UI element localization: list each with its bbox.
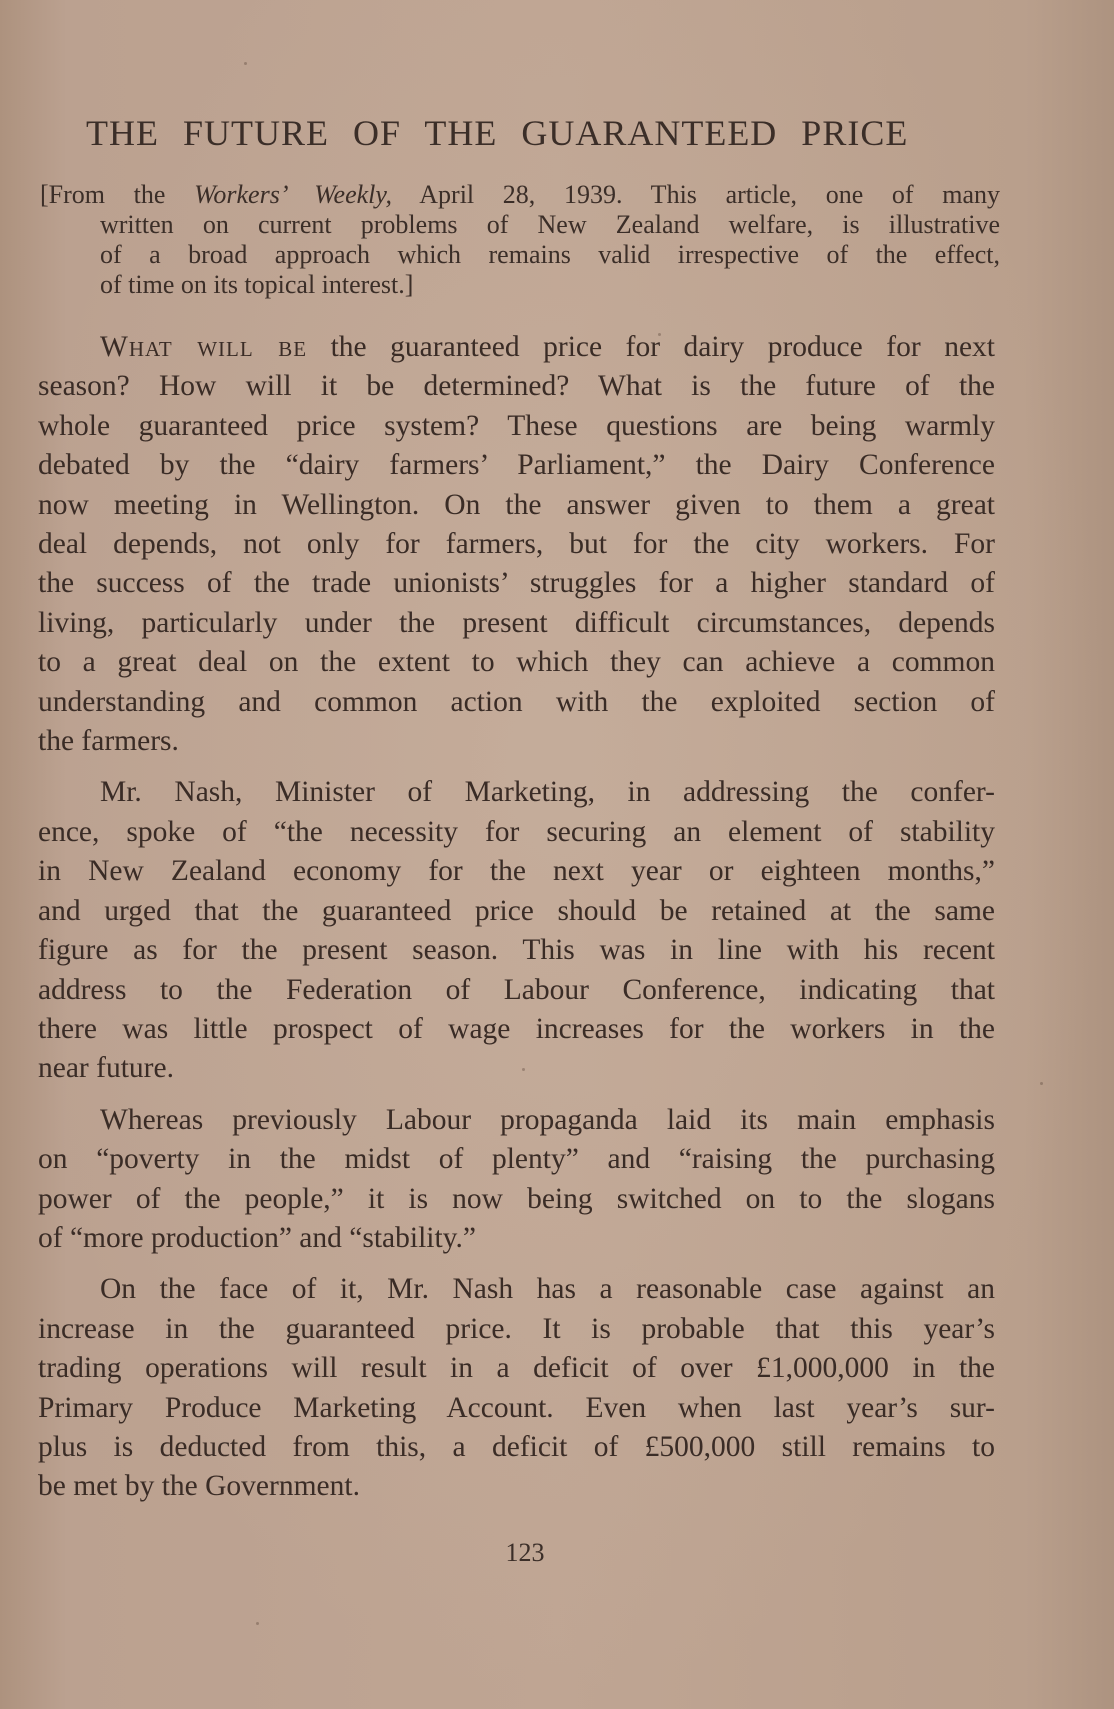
text-line: plus is deducted from this, a deficit of £500,000 still remains to xyxy=(38,1430,995,1463)
text-line: and urged that the guaranteed price should be retained at the same xyxy=(38,894,995,927)
text-line: ence, spoke of “the necessity for securing an element of stability xyxy=(38,815,995,848)
intro-text: April 28, 1939. This article, one of many xyxy=(392,180,1001,209)
text-line: On the face of it, Mr. Nash has a reasonable case against an xyxy=(100,1273,995,1306)
text-line: power of the people,” it is now being switched on to the slogans xyxy=(38,1182,995,1215)
paragraph-2 xyxy=(38,773,995,1088)
text-line: of “more production” and “stability.” xyxy=(38,1221,476,1254)
paragraph-3 xyxy=(38,1101,995,1259)
intro-line: of time on its topical interest.] xyxy=(100,270,414,299)
page-number: 123 xyxy=(505,1538,545,1567)
text-line: be met by the Government. xyxy=(38,1470,360,1503)
text-line: now meeting in Wellington. On the answer given to them a great xyxy=(38,488,995,521)
text-line: near future. xyxy=(38,1052,174,1085)
text-line: increase in the guaranteed price. It is probable that this year’s xyxy=(38,1312,995,1345)
intro-line: written on current problems of New Zealand welfare, is illustrative xyxy=(100,210,1000,239)
paragraph-4 xyxy=(38,1270,995,1506)
article-body xyxy=(38,328,995,1519)
text-line: Mr. Nash, Minister of Marketing, in addressing the confer- xyxy=(100,776,995,809)
text-line: to a great deal on the extent to which they can achieve a common xyxy=(38,646,995,679)
text-line: Primary Produce Marketing Account. Even when last year’s sur- xyxy=(38,1391,995,1424)
text-line: address to the Federation of Labour Conference, indicating that xyxy=(38,973,995,1006)
text-line: trading operations will result in a deficit of over £1,000,000 in the xyxy=(38,1352,995,1385)
text-line: Whereas previously Labour propaganda laid its main emphasis xyxy=(100,1103,995,1136)
text-line: season? How will it be determined? What is the future of the xyxy=(38,370,995,403)
text-line: in New Zealand economy for the next year or eighteen months,” xyxy=(38,855,995,888)
paper-speck xyxy=(256,1622,259,1625)
text-line: understanding and common action with the exploited section of xyxy=(38,685,995,718)
paragraph-1 xyxy=(38,328,995,761)
text-line: whole guaranteed price system? These questions are being warmly xyxy=(38,409,995,442)
intro-text: [From the xyxy=(40,180,195,209)
text-line: there was little prospect of wage increases for the workers in the xyxy=(38,1012,995,1045)
chapter-title: THE FUTURE OF THE GUARANTEED PRICE xyxy=(86,113,909,153)
text-line: debated by the “dairy farmers’ Parliament,” the Dairy Conference xyxy=(38,449,995,482)
text-line xyxy=(100,328,995,367)
text-line: figure as for the present season. This was in line with his recent xyxy=(38,934,995,967)
intro-line xyxy=(40,180,1000,210)
publication-name: Workers’ Weekly, xyxy=(194,180,393,209)
text-line: on “poverty in the midst of plenty” and “raising the purchasing xyxy=(38,1143,995,1176)
text-line: deal depends, not only for farmers, but for the city workers. For xyxy=(38,528,995,561)
paper-speck xyxy=(244,62,247,65)
text-line: the success of the trade unionists’ struggles for a higher standard of xyxy=(38,567,995,600)
paper-speck xyxy=(1040,1082,1043,1085)
intro-line: of a broad approach which remains valid irrespective of the effect, xyxy=(100,240,1000,269)
lead-words: What will be xyxy=(100,331,308,363)
text-line: living, particularly under the present difficult circumstances, depends xyxy=(38,606,995,639)
text-line: the farmers. xyxy=(38,725,179,758)
text-run: the guaranteed price for dairy produce for next xyxy=(307,331,995,363)
intro-note xyxy=(40,180,1000,300)
